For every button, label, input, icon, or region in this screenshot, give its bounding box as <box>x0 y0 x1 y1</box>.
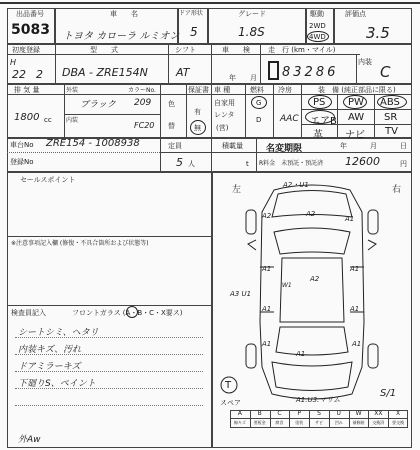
doors-label: ドア形状 <box>179 10 203 17</box>
color-label: 色 <box>168 100 175 108</box>
windshield-label: フロントガラス (A・B・C・X要ス) <box>72 309 183 317</box>
bottom-note: 外Aw <box>18 435 41 445</box>
fuel-gasoline: G <box>256 99 262 107</box>
mark-right-rear-fender: A1 <box>352 340 362 348</box>
warranty-no: 無 <box>194 124 201 132</box>
aircon-label: 冷房 <box>278 86 292 94</box>
remark-1: シートシミ、ヘタリ <box>18 328 99 338</box>
mark-left-front-door: A1 <box>262 265 272 273</box>
legend-desc-b: 要板金 <box>253 420 266 425</box>
inspector-title: 検査員記入 <box>11 309 46 317</box>
category-rental: レンタ <box>214 111 235 119</box>
car-name-label: 車 名 <box>110 10 138 18</box>
equip-navi: ナビ <box>345 130 365 141</box>
sales-points-title: セールスポイント <box>20 176 76 184</box>
grade-label: グレード <box>238 10 266 18</box>
drive-4wd: 4WD <box>309 33 326 41</box>
score-label: 評価点 <box>345 10 366 18</box>
legend-code-xx: XX <box>374 410 383 417</box>
mark-pillar: W1 <box>282 282 292 289</box>
mark-rear-bumper: A1.U3.マリム <box>296 396 341 404</box>
equip-airbag: エアB <box>310 116 337 127</box>
mark-left-rear-fender: A1 <box>262 340 272 348</box>
warranty-yes: 有 <box>194 108 201 116</box>
lot-number: 5083 <box>11 22 50 38</box>
recycle-unit: 円 <box>400 160 407 168</box>
equip-ps: PS <box>313 97 326 108</box>
mark-rear-window: A1 <box>296 350 306 358</box>
fuel-diesel: D <box>256 116 262 124</box>
mark-right-front-fender: A1 <box>345 215 355 223</box>
interior-color-no: FC20 <box>134 121 155 130</box>
capacity-value: 5 <box>176 156 183 169</box>
warranty-label: 保証書 <box>188 86 209 94</box>
interior-value: C <box>380 63 391 81</box>
legend-desc-c: 腐食 <box>275 420 284 425</box>
deadline-day-unit: 日 <box>400 142 407 150</box>
displacement-value: 1800 <box>14 112 40 123</box>
corner-mark: S/1 <box>380 388 397 399</box>
legend-desc-s: サビ <box>314 420 323 425</box>
equip-tv: TV <box>385 126 398 137</box>
first-reg-label: 初度登録 <box>12 46 40 54</box>
category-commercial: (営) <box>216 124 229 132</box>
mark-right-front-door: A1 <box>350 265 360 273</box>
top-edge <box>0 2 420 4</box>
legend-code-a: A <box>237 410 242 417</box>
name-deadline-label: 名変期限 <box>266 144 303 154</box>
fuel-circle-mark <box>251 96 267 109</box>
notes-title: ※注意事項記入欄 (修復・不具合箇所および状態等) <box>11 240 149 247</box>
capacity-unit: 人 <box>188 160 195 168</box>
recycle-label: R料金 未預託・預託済 <box>259 160 324 167</box>
recycle-amount: 12600 <box>345 155 380 168</box>
equip-leather: 革 <box>313 130 323 141</box>
legend-code-b: B <box>257 410 262 417</box>
first-reg-month: 2 <box>36 68 43 81</box>
first-reg-era: H <box>10 58 17 67</box>
diagram-right-label: 右 <box>392 185 402 195</box>
interior-color-label: 内装 <box>66 117 79 124</box>
mark-left-rear-door: A1 <box>262 305 272 313</box>
windshield-circle-mark <box>126 306 138 318</box>
exterior-color-no: 209 <box>134 98 152 108</box>
drive-circle-mark <box>307 31 329 42</box>
legend-code-w: W <box>355 410 362 417</box>
interior-label: 内装 <box>358 58 372 66</box>
inspection-label: 車 検 <box>222 46 250 54</box>
category-private: 自家用 <box>214 99 235 107</box>
chassis-value: ZRE154 - 1008938 <box>46 138 140 149</box>
color-change-label: 替 <box>168 122 175 130</box>
doors-value: 5 <box>190 25 198 39</box>
displacement-label: 排 気 量 <box>14 86 40 94</box>
mark-left-front-fender: A2 <box>262 212 272 220</box>
score-value: 3.5 <box>366 24 390 42</box>
color-no-label-ext: カラーNo. <box>128 87 156 94</box>
deadline-year-unit: 年 <box>340 142 347 150</box>
category-label: 車 種 <box>214 86 231 94</box>
mark-roof: A2 <box>310 275 320 283</box>
mileage-value: 83286 <box>282 65 339 80</box>
mark-front-bumper: A2・U1 <box>283 181 309 189</box>
legend-desc-a: 線キズ <box>233 420 246 425</box>
equip-sr: SR <box>384 112 398 123</box>
legend-code-c: C <box>277 410 282 417</box>
spare-mark: T <box>225 380 232 391</box>
deadline-month-unit: 月 <box>370 142 377 150</box>
diagram-left-label: 左 <box>232 185 242 195</box>
chassis-label: 車台No <box>10 141 34 149</box>
legend-code-x: X <box>396 410 401 417</box>
mileage-checkbox <box>268 61 279 80</box>
mark-hood: A2 <box>306 210 316 218</box>
legend-desc-xx: 交換済 <box>372 420 385 425</box>
model-value: DBA - ZRE154N <box>62 66 148 79</box>
legend-code-u: U <box>336 410 341 417</box>
legend-desc-x: 要交換 <box>392 420 405 425</box>
drive-label: 駆動 <box>310 10 324 18</box>
remark-3: ドアミラーキズ <box>18 362 81 372</box>
mark-right-rear-door: A1 <box>350 305 360 313</box>
lot-label: 出品番号 <box>16 10 44 18</box>
equip-abs: ABS <box>380 97 400 108</box>
drive-2wd: 2WD <box>309 22 326 30</box>
legend-desc-u: 凹み <box>334 420 343 425</box>
fuel-label: 燃料 <box>250 86 264 94</box>
exterior-label: 外装 <box>66 87 79 94</box>
model-label: 型 式 <box>90 46 118 54</box>
exterior-color: ブラック <box>80 100 116 110</box>
reg-no-label: 登録No <box>10 158 34 166</box>
shift-label: シフト <box>175 46 196 54</box>
remark-4: 下廻りS、ペイント <box>18 379 96 389</box>
first-reg-year: 22 <box>12 68 26 81</box>
mileage-label: 走 行 (km・マイル) <box>268 46 336 54</box>
legend-desc-p: 塗装 <box>295 420 304 425</box>
aircon-value: AAC <box>280 114 299 124</box>
capacity-label: 定員 <box>168 142 182 150</box>
inspection-year-unit: 年 <box>229 74 236 82</box>
warranty-circle-mark <box>190 120 206 135</box>
shift-value: AT <box>176 66 190 79</box>
equip-pw: PW <box>348 97 364 108</box>
legend-desc-w: 補修跡 <box>352 420 365 425</box>
load-unit: t <box>246 160 249 168</box>
remark-2: 内装キズ、汚れ <box>18 345 82 355</box>
equip-aw: AW <box>348 112 365 123</box>
legend-code-s: S <box>317 410 321 417</box>
displacement-unit: cc <box>44 116 52 124</box>
legend-code-p: P <box>297 410 302 417</box>
inspection-month-unit: 月 <box>250 74 257 82</box>
load-label: 積載量 <box>222 142 243 150</box>
car-name: トヨタ カローラ ルミオン <box>63 31 180 42</box>
mark-left-side: A3 U1 <box>230 290 252 298</box>
equipment-label: 装 備 (純正部品に限る) <box>318 86 396 94</box>
spare-label: スペア <box>220 399 241 407</box>
grade-value: 1.8S <box>238 25 265 39</box>
